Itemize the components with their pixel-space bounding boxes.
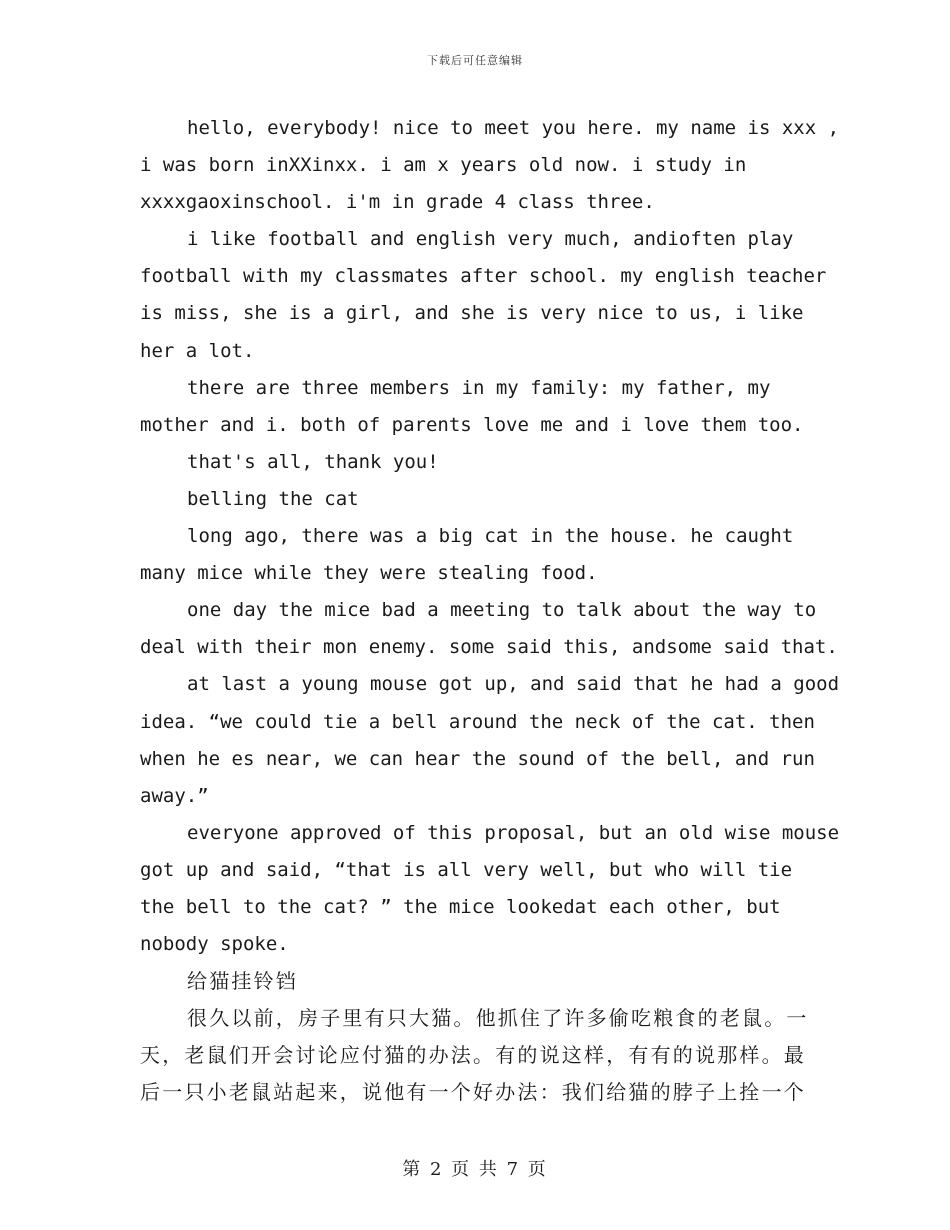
text-line: mother and i. both of parents love me and i love them too.: [140, 413, 804, 436]
text-line: i was born inXXinxx. i am x years old now. i study in: [140, 154, 747, 177]
document-body: [140, 110, 840, 1112]
paragraph: [140, 666, 840, 814]
text-line: at last a young mouse got up, and said that he had a good: [187, 673, 840, 696]
text-line: is miss, she is a girl, and she is very nice to us, i like: [140, 302, 804, 325]
text-line: away.”: [140, 784, 209, 807]
text-line: i like football and english very much, andioften play: [187, 228, 794, 251]
text-line: when he es near, we can hear the sound of the bell, and run: [140, 747, 815, 770]
text-line: belling the cat: [187, 487, 359, 510]
text-line: got up and said, “that is all very well, but who will tie: [140, 858, 793, 881]
text-line: deal with their mon enemy. some said this, andsome said that.: [140, 636, 838, 659]
text-line: there are three members in my family: my father, my: [187, 376, 771, 399]
text-line: the bell to the cat? ” the mice lookedat each other, but: [140, 895, 781, 918]
paragraph: [140, 481, 812, 518]
paragraph: [140, 1000, 812, 1111]
paragraph: [140, 815, 840, 963]
paragraph: [140, 592, 838, 666]
paragraph: [140, 518, 812, 592]
text-line: that's all, thank you!: [187, 450, 439, 473]
text-line: 给猫挂铃铛: [187, 969, 298, 994]
text-line: long ago, there was a big cat in the house. he caught: [187, 525, 794, 548]
text-line: 天，老鼠们开会讨论应付猫的办法。有的说这样，有有的说那样。最: [140, 1043, 806, 1068]
text-line: one day the mice bad a meeting to talk about the way to: [187, 599, 817, 622]
text-line: football with my classmates after school. my english teacher: [140, 265, 827, 288]
text-line: nobody spoke.: [140, 933, 289, 956]
text-line: her a lot.: [140, 339, 255, 362]
paragraph: [140, 963, 812, 1000]
paragraph: [140, 110, 840, 221]
text-line: hello, everybody! nice to meet you here. my name is xxx ,: [187, 117, 840, 139]
page-footer: 第 2 页 共 7 页: [402, 1159, 548, 1180]
text-line: everyone approved of this proposal, but an old wise mouse: [187, 821, 840, 844]
text-line: idea. “we could tie a bell around the neck of the cat. then: [140, 710, 815, 733]
paragraph: [140, 370, 812, 444]
paragraph: [140, 221, 827, 369]
text-line: 很久以前，房子里有只大猫。他抓住了许多偷吃粮食的老鼠。一: [187, 1006, 809, 1031]
paragraph: [140, 444, 812, 481]
page-header: 下载后可任意编辑: [427, 54, 523, 67]
text-line: 后一只小老鼠站起来，说他有一个好办法：我们给猫的脖子上拴一个: [140, 1080, 806, 1105]
text-line: xxxxgaoxinschool. i'm in grade 4 class three.: [140, 191, 655, 214]
text-line: many mice while they were stealing food.: [140, 562, 598, 585]
